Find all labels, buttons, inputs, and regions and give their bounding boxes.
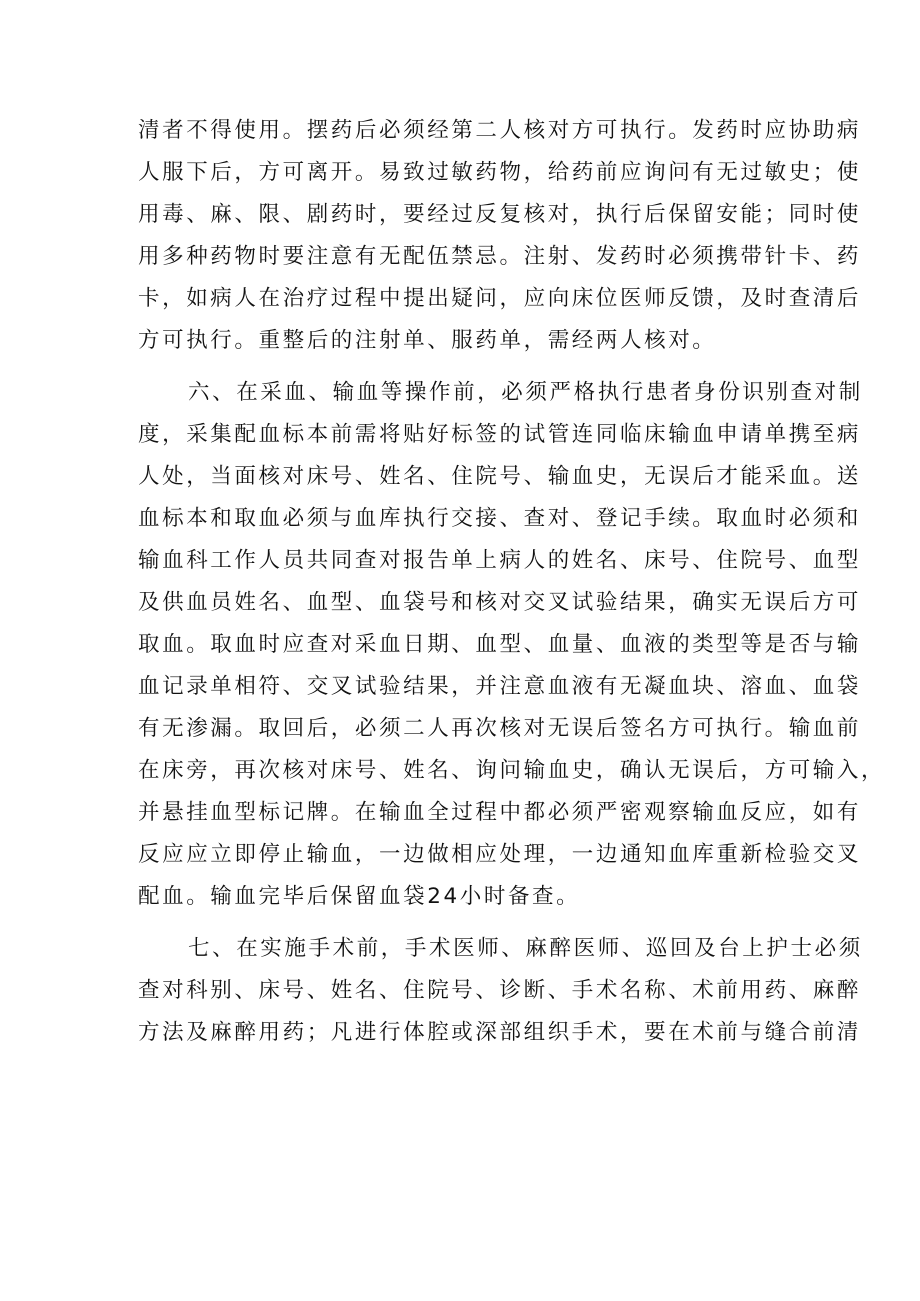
text-line: 方可执行。重整后的注射单、服药单，需经两人核对。	[138, 328, 717, 353]
text-line: 取血。取血时应查对采血日期、血型、血量、血液的类型等是否与输	[138, 632, 862, 657]
text-line: 人处，当面核对床号、姓名、住院号、输血史，无误后才能采血。送	[138, 464, 862, 489]
text-line: 用多种药物时要注意有无配伍禁忌。注射、发药时必须携带针卡、药	[138, 244, 862, 269]
text-line: 输血科工作人员共同查对报告单上病人的姓名、床号、住院号、血型	[138, 548, 862, 573]
text-line: 方法及麻醉用药；凡进行体腔或深部组织手术，要在术前与缝合前清	[138, 1020, 862, 1045]
text-line: 在床旁，再次核对床号、姓名、询问输血史，确认无误后，方可输入，	[138, 758, 886, 783]
text-line: 血标本和取血必须与血库执行交接、查对、登记手续。取血时必须和	[138, 506, 862, 531]
text-line: 度，采集配血标本前需将贴好标签的试管连同临床输血申请单携至病	[138, 422, 862, 447]
paragraph-surgery-check	[138, 928, 863, 1054]
text-line: 清者不得使用。摆药后必须经第二人核对方可执行。发药时应协助病	[138, 118, 862, 143]
text-line: 用毒、麻、限、剧药时，要经过反复核对，执行后保留安能；同时使	[138, 202, 862, 227]
text-line: 血记录单相符、交叉试验结果，并注意血液有无凝血块、溶血、血袋	[138, 674, 862, 699]
paragraph-medication-check-continued	[138, 110, 862, 362]
text-line: 有无渗漏。取回后，必须二人再次核对无误后签名方可执行。输血前	[138, 716, 862, 741]
paragraph-gap	[138, 362, 803, 372]
paragraph-gap	[138, 918, 803, 928]
paragraph-blood-transfusion-check	[138, 372, 886, 918]
text-line: 并悬挂血型标记牌。在输血全过程中都必须严密观察输血反应，如有	[138, 800, 862, 825]
text-line: 卡，如病人在治疗过程中提出疑问，应向床位医师反馈，及时查清后	[138, 286, 862, 311]
text-line: 及供血员姓名、血型、血袋号和核对交叉试验结果，确实无误后方可	[138, 590, 862, 615]
document-body	[138, 110, 886, 1054]
text-line: 查对科别、床号、姓名、住院号、诊断、手术名称、术前用药、麻醉	[138, 978, 862, 1003]
text-line: 反应应立即停止输血，一边做相应处理，一边通知血库重新检验交叉	[138, 842, 862, 867]
text-line: 配血。输血完毕后保留血袋24小时备查。	[138, 884, 581, 909]
text-line: 六、在采血、输血等操作前，必须严格执行患者身份识别查对制	[188, 380, 863, 405]
text-line: 七、在实施手术前，手术医师、麻醉医师、巡回及台上护士必须	[188, 936, 863, 961]
text-line: 人服下后，方可离开。易致过敏药物，给药前应询问有无过敏史；使	[138, 160, 862, 185]
